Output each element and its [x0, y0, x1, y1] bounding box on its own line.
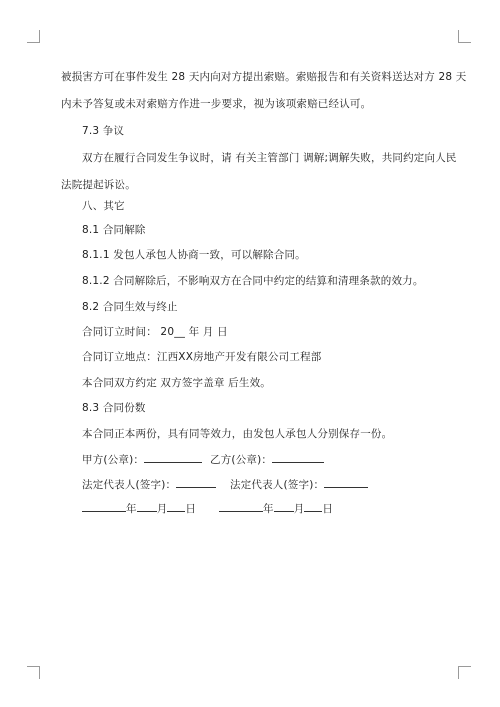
rep-b-sign-field: [230, 476, 368, 492]
month-char: 月: [156, 503, 168, 515]
day-char: 日: [185, 503, 197, 515]
year-char: 年: [263, 503, 274, 515]
section-heading-8: 八、其它: [82, 200, 125, 212]
party-a-blank: [144, 451, 202, 463]
paragraph-line: 内未予答复或未对索赔方作进一步要求，视为该项索赔已经认可。: [61, 98, 372, 110]
rep-a-blank: [176, 476, 216, 488]
contract-place-line: 合同订立地点：江西XX房地产开发有限公司工程部: [82, 351, 322, 363]
day-blank: [304, 500, 322, 512]
party-b-seal-field: [210, 451, 324, 467]
crop-mark-top-left: [27, 30, 40, 43]
rep-a-sign-field: [82, 476, 216, 492]
party-a-label: 甲方(公章)：: [82, 454, 145, 466]
crop-mark-bottom-left: [27, 666, 40, 679]
month-char: 月: [293, 503, 305, 515]
month-blank: [274, 500, 294, 512]
date-field-a: [82, 500, 196, 516]
date-field-b: [219, 500, 333, 516]
copies-clause-line: 本合同正本两份，具有同等效力，由发包人承包人分别保存一份。: [82, 428, 393, 440]
contract-date-line: 合同订立时间： 20__ 年 月 日: [82, 326, 228, 338]
rep-b-label: 法定代表人(签字)：: [230, 479, 325, 491]
party-b-label: 乙方(公章)：: [210, 454, 273, 466]
crop-mark-top-right: [458, 30, 471, 43]
day-blank: [167, 500, 185, 512]
rep-a-label: 法定代表人(签字)：: [82, 479, 177, 491]
month-blank: [137, 500, 157, 512]
rep-b-blank: [324, 476, 368, 488]
year-blank: [219, 500, 263, 512]
section-heading-8-2: 8.2 合同生效与终止: [82, 301, 178, 313]
clause-8-1-1: 8.1.1 发包人承包人协商一致，可以解除合同。: [82, 249, 306, 261]
section-heading-8-1: 8.1 合同解除: [82, 224, 146, 236]
paragraph-line: 被损害方可在事件发生 28 天内向对方提出索赔。索赔报告和有关资料送达对方 28 天: [61, 71, 467, 83]
section-heading-8-3: 8.3 合同份数: [82, 402, 146, 414]
paragraph-line: 法院提起诉讼。: [61, 179, 136, 191]
party-b-blank: [272, 451, 324, 463]
effective-clause-line: 本合同双方约定 双方签字盖章 后生效。: [82, 377, 271, 389]
section-heading-7-3: 7.3 争议: [82, 125, 125, 137]
year-blank: [82, 500, 126, 512]
paragraph-line: 双方在履行合同发生争议时，请 有关主管部门 调解;调解失败，共同约定向人民: [82, 152, 457, 164]
year-char: 年: [126, 503, 137, 515]
crop-mark-bottom-right: [458, 666, 471, 679]
party-a-seal-field: [82, 451, 202, 467]
day-char: 日: [322, 503, 334, 515]
clause-8-1-2: 8.1.2 合同解除后，不影响双方在合同中约定的结算和清理条款的效力。: [82, 275, 424, 287]
